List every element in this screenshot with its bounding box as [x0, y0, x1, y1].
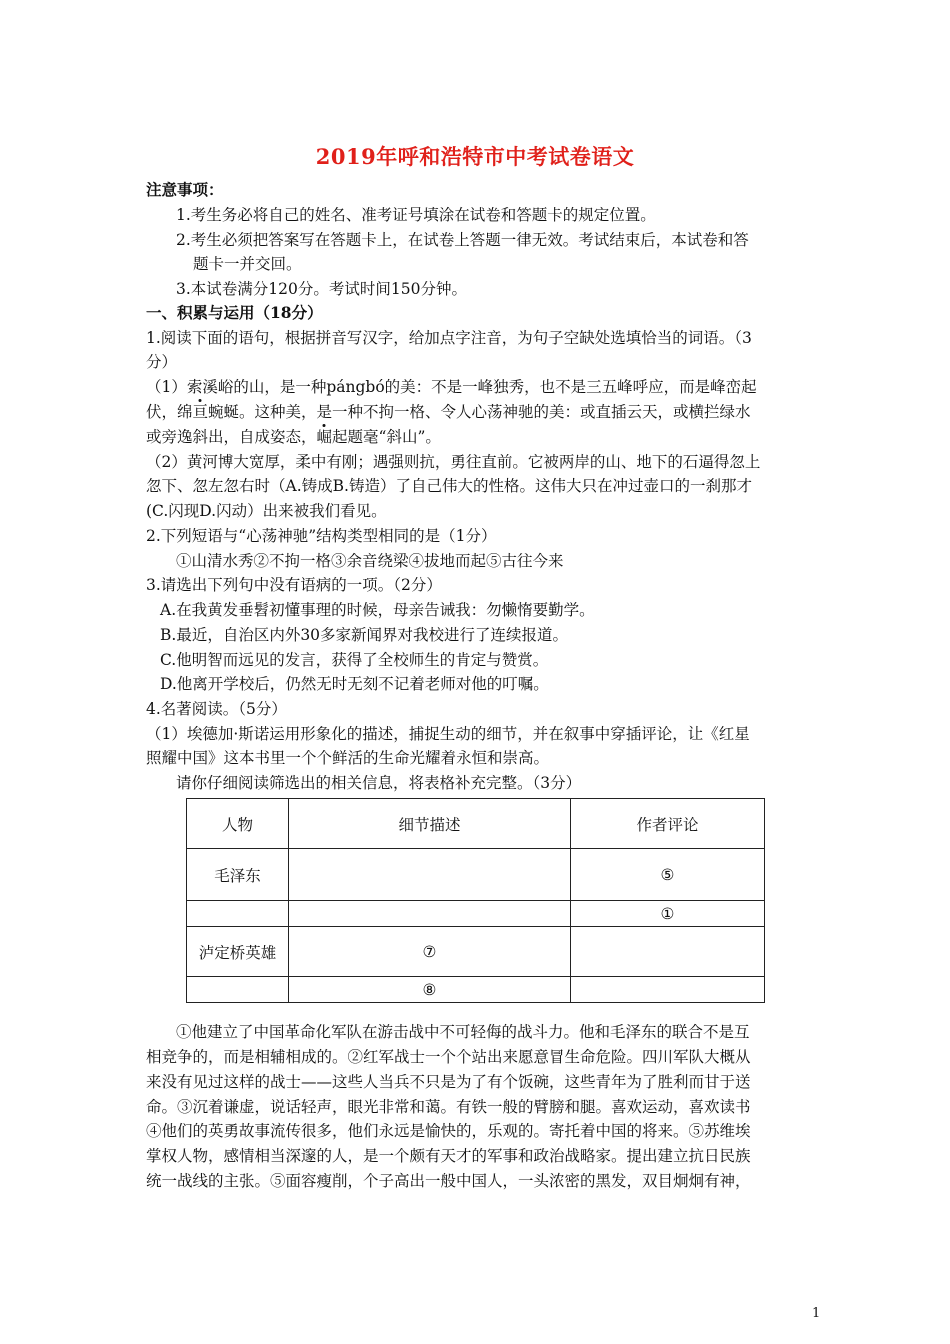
table-cell: ① [571, 901, 765, 927]
table-cell [187, 901, 289, 927]
table-cell: ⑤ [571, 849, 765, 901]
table-cell [187, 977, 289, 1003]
q1-line-1: 1.阅读下面的语句，根据拼音写汉字，给加点字注音，为句子空缺处选填恰当的词语。（3 [146, 329, 752, 347]
dotted-char: 亘 [192, 403, 209, 421]
q3-line-1: 3.请选出下列句中没有语病的一项。（2分） [146, 576, 442, 594]
table-row [187, 977, 765, 1003]
page-number: 1 [812, 1306, 821, 1321]
passage-line-2: 相竞争的，而是相辅相成的。②红军战士一个个站出来愿意冒生命危险。四川军队大概从 [146, 1048, 751, 1066]
table-cell: 泸定桥英雄 [187, 927, 289, 977]
section-heading: 一、积累与运用（18分） [146, 303, 323, 322]
notice-item-2-cont: 题卡一并交回。 [193, 255, 302, 273]
passage-line-6: 掌权人物，感情相当深邃的人，是一个颇有天才的军事和政治战略家。提出建立抗日民族 [146, 1147, 751, 1165]
dotted-char: 崛 [316, 428, 333, 446]
q4-p1-line-3: 请你仔细阅读筛选出的相关信息，将表格补充完整。（3分） [176, 774, 582, 792]
table-cell [571, 927, 765, 977]
table-header-cell: 作者评论 [571, 799, 765, 849]
q1-p1-line-3-pre: 或旁逸斜出，自成姿态， [146, 428, 317, 446]
table-cell: ⑧ [289, 977, 571, 1003]
q1-p1-line-2-post: 蜿蜒。这种美，是一种不拘一格、令人心荡神驰的美：或直插云天，或横拦绿水 [208, 403, 751, 421]
table-row [187, 927, 765, 977]
table-cell [289, 849, 571, 901]
q1-line-2: 分） [146, 353, 178, 371]
q2-line-1: 2.下列短语与“心荡神驰”结构类型相同的是（1分） [146, 527, 497, 545]
table-header-cell: 细节描述 [289, 799, 571, 849]
passage-line-7: 统一战线的主张。⑤面容瘦削，个子高出一般中国人，一头浓密的黑发，双目炯炯有神， [146, 1172, 751, 1190]
q3-option-b: B.最近，自治区内外30多家新闻界对我校进行了连续报道。 [160, 626, 569, 644]
notice-item-2: 2.考生必须把答案写在答题卡上，在试卷上答题一律无效。考试结束后，本试卷和答 [176, 231, 749, 249]
passage-line-1: ①他建立了中国革命化军队在游击战中不可轻侮的战斗力。他和毛泽东的联合不是互 [176, 1023, 750, 1041]
table-header-cell: 人物 [187, 799, 289, 849]
table-row [187, 849, 765, 901]
q1-p2-line-3: (C.闪现D.闪动）出来被我们看见。 [146, 502, 387, 520]
q1-p2-line-1: （2）黄河博大宽厚，柔中有刚；遇强则抗，勇往直前。它被两岸的山、地下的石逼得忽上 [146, 453, 761, 471]
q1-p2-line-2: 忽下、忽左忽右时（A.铸成B.铸造）了自己伟大的性格。这伟大只在冲过壶口的一刹那才 [146, 477, 752, 495]
info-table [186, 798, 765, 1003]
notice-heading: 注意事项： [146, 180, 224, 199]
table-cell [289, 901, 571, 927]
q3-option-a: A.在我黄发垂髫初懂事理的时候，母亲告诫我：勿懒惰要勤学。 [160, 601, 595, 619]
table-cell [571, 977, 765, 1003]
notice-item-3: 3.本试卷满分120分。考试时间150分钟。 [176, 280, 467, 298]
q4-p1-line-2: 照耀中国》这本书里一个个鲜活的生命光耀着永恒和崇高。 [146, 749, 550, 767]
table-cell: ⑦ [289, 927, 571, 977]
table-header-row [187, 799, 765, 849]
notice-item-1: 1.考生务必将自己的姓名、准考证号填涂在试卷和答题卡的规定位置。 [176, 206, 656, 224]
page-title: 2019年呼和浩特市中考试卷语文 [315, 144, 635, 169]
q1-p1-line-2 [146, 402, 751, 422]
q2-line-2: ①山清水秀②不拘一格③余音绕梁④拔地而起⑤古往今来 [176, 552, 564, 570]
q1-p1-line-2-pre: 伏，绵 [146, 403, 193, 421]
q1-p1-line-3 [146, 427, 441, 447]
q1-p1-line-1: （1）索溪峪的山，是一种pángbó的美：不是一峰独秀，也不是三五峰呼应，而是峰峦起 [146, 378, 757, 396]
passage-line-4: 命。③沉着谦虚，说话轻声，眼光非常和蔼。有铁一般的臂膀和腿。喜欢运动，喜欢读书 [146, 1098, 751, 1116]
table-cell: 毛泽东 [187, 849, 289, 901]
passage-line-3: 来没有见过这样的战士——这些人当兵不只是为了有个饭碗，这些青年为了胜利而甘于送 [146, 1073, 751, 1091]
q1-p1-line-3-post: 起题毫“斜山”。 [332, 428, 441, 446]
q4-line-1: 4.名著阅读。（5分） [146, 700, 287, 718]
q3-option-c: C.他明智而远见的发言，获得了全校师生的肯定与赞赏。 [160, 651, 549, 669]
q3-option-d: D.他离开学校后，仍然无时无刻不记着老师对他的叮嘱。 [160, 675, 549, 693]
table-row [187, 901, 765, 927]
q4-p1-line-1: （1）埃德加·斯诺运用形象化的描述，捕捉生动的细节，并在叙事中穿插评论，让《红星 [146, 725, 750, 743]
passage-line-5: ④他们的英勇故事流传很多，他们永远是愉快的，乐观的。寄托着中国的将来。⑤苏维埃 [146, 1122, 751, 1140]
